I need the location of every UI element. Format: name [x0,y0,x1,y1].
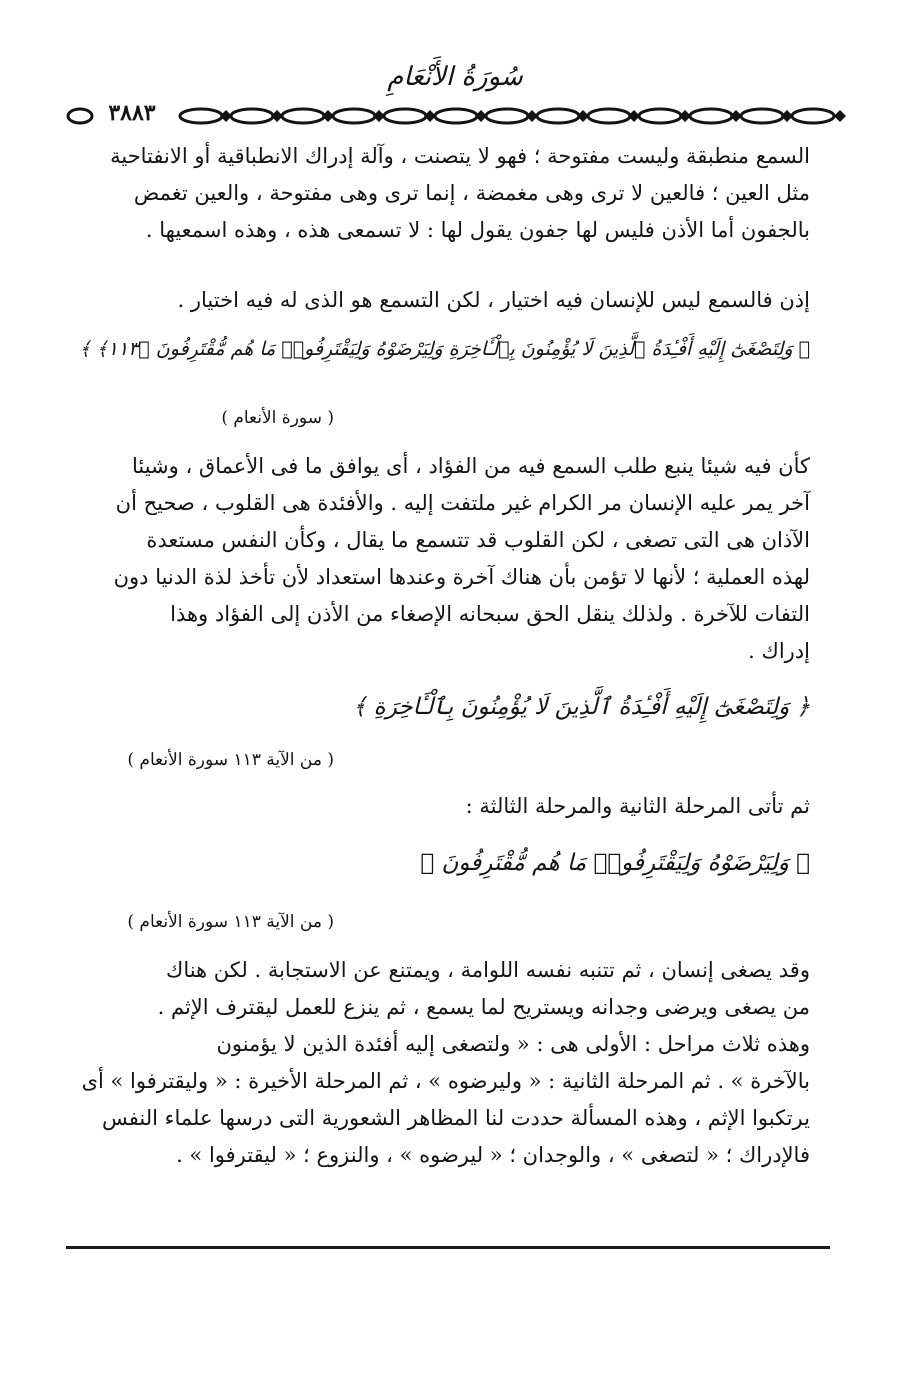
para1-line-3: بالجفون أما الأذن فليس لها جفون يقول لها : لا تسمعى هذه ، وهذه اسمعيها . [145,218,810,242]
chain-ornament [66,105,850,127]
page-number: ٣٨٨٣ [108,100,156,126]
para5-line-4: بالآخرة » . ثم المرحلة الثانية : « وليرضوه » ، ثم المرحلة الأخيرة : « وليقترفوا » أى [81,1069,810,1093]
para3-line-4: لهذه العملية ؛ لأنها لا تؤمن بأن هناك آخرة وعندها استعداد لأن تأخذ لذة الدنيا دون [113,565,810,589]
footer-rule [66,1246,830,1249]
para3-line-1: كأن فيه شيئا ينبع طلب السمع فيه من الفؤاد ، أى يوافق ما فى الأعماق ، وشيئا [131,454,810,478]
ayah-2: ﴿ وَلِتَصْغَىٰٓ إِلَيْهِ أَفْـِٔدَةُ ٱلَّذِينَ لَا يُؤْمِنُونَ بِٱلْـَٔاخِرَةِ ﴾ [352,694,810,720]
para1-line-2: مثل العين ؛ فالعين لا ترى وهى مغمضة ، إنما ترى وهى مفتوحة ، والعين تغمض [133,181,810,205]
para4-line: ثم تأتى المرحلة الثانية والمرحلة الثالثة : [465,794,810,818]
para5-line-3: وهذه ثلاث مراحل : الأولى هى : « ولتصغى إليه أفئدة الذين لا يؤمنون [216,1032,810,1056]
para2-line: إذن فالسمع ليس للإنسان فيه اختيار ، لكن التسمع هو الذى له فيه اختيار . [177,288,810,312]
para3-line-6: إدراك . [748,639,810,663]
para1-line-1: السمع منطبقة وليست مفتوحة ؛ فهو لا يتصنت ، وآلة إدراك الانطباقية أو الانفتاحية [110,144,810,168]
para5-line-1: وقد يصغى إنسان ، ثم تتنبه نفسه اللوامة ، ويمتنع عن الاستجابة . لكن هناك [166,958,810,982]
ayah-3: ﴿ وَلِيَرْضَوْهُ وَلِيَقْتَرِفُوا۟ مَا هُم مُّقْتَرِفُونَ ﴾ [420,850,810,876]
para3-line-3: الآذان هى التى تصغى ، لكن القلوب قد تتسمع ما يقال ، وكأن النفس مستعدة [146,528,810,552]
ayah-2-reference: ( من الآية ١١٣ سورة الأنعام ) [127,750,334,770]
para5-line-6: فالإدراك ؛ « لتصغى » ، والوجدان ؛ « ليرضوه » ، والنزوع ؛ « ليقترفوا » . [176,1143,810,1167]
surah-title: سُورَةُ الأَنْعَامِ [387,62,523,92]
ayah-3-reference: ( من الآية ١١٣ سورة الأنعام ) [127,912,334,932]
para3-line-2: آخر يمر عليه الإنسان مر الكرام غير ملتفت إليه . والأفئدة هى القلوب ، صحيح أن [115,491,810,515]
para5-line-5: يرتكبوا الإثم ، وهذه المسألة حددت لنا المظاهر الشعورية التى درسها علماء النفس [101,1106,810,1130]
para3-line-5: التفات للآخرة . ولذلك ينقل الحق سبحانه الإصغاء من الأذن إلى الفؤاد وهذا [170,602,810,626]
ayah-1-reference: ( سورة الأنعام ) [221,408,334,428]
para5-line-2: من يصغى ويرضى وجدانه ويستريح لما يسمع ، ثم ينزع للعمل ليقترف الإثم . [157,995,810,1019]
ayah-1: ﴿ وَلِتَصْغَىٰٓ إِلَيْهِ أَفْـِٔدَةُ ٱلَّذِينَ لَا يُؤْمِنُونَ بِٱلْـَٔاخِرَةِ وَلِيَرْضَوْهُ وَلِيَقْتَرِفُوا۟ مَا هُم مُّقْتَرِفُونَ ﴿١١٣﴾ ﴾ [79,338,810,360]
